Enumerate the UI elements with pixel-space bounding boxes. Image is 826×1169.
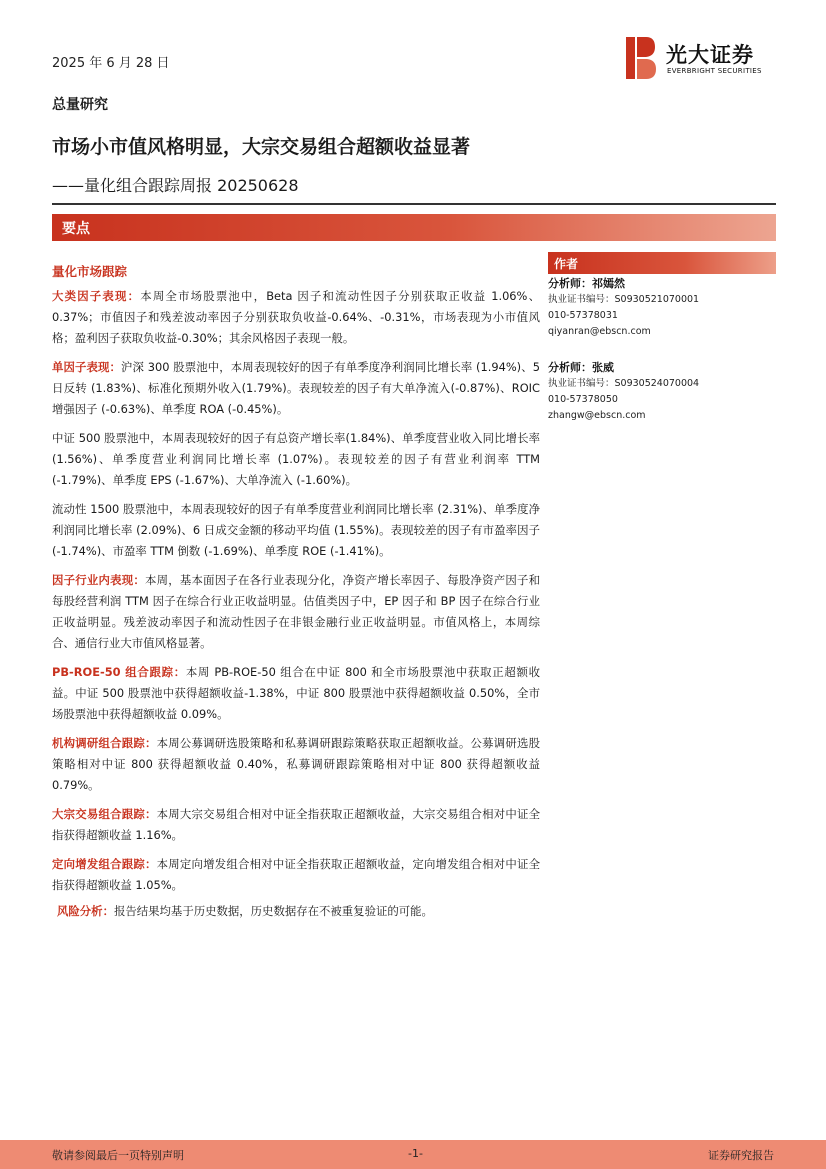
analyst-email: qiyanran@ebscn.com (548, 326, 651, 337)
paragraph-lead: 单因子表现： (52, 360, 122, 374)
paragraph-lead: PB-ROE-50 组合跟踪： (52, 665, 186, 679)
paragraph-text: 本周，基本面因子在各行业表现分化，净资产增长率因子、每股净资产因子和每股经营利润 TTM 因子在综合行业正收益明显。估值类因子中，EP 因子和 BP 因子在综合行业正收益明显。残差波动率因子和流动性因子在非银金融行业正收益明显。市值风格上，本周综合、通信行业大市值风格显著。 (52, 573, 540, 650)
analyst-phone: 010-57378031 (548, 310, 618, 321)
paragraph-liquidity1500 (52, 499, 540, 562)
page-subtitle: ——量化组合跟踪周报 20250628 (52, 176, 299, 195)
paragraph-lead: 大类因子表现： (52, 289, 141, 303)
paragraph-lead: 大宗交易组合跟踪： (52, 807, 157, 821)
paragraph-lead: 机构调研组合跟踪： (52, 736, 157, 750)
analyst-cert: 执业证书编号：S0930524070004 (548, 378, 700, 389)
paragraph-text: 本周定向增发组合相对中证全指获取正超额收益，定向增发组合相对中证全指获得超额收益 1.05%。 (52, 857, 540, 892)
paragraph-text: 中证 500 股票池中，本周表现较好的因子有总资产增长率(1.84%)、单季度营业收入同比增长率 (1.56%)、单季度营业利润同比增长率 (1.07%)。表现较差的因子有营业利润率 TTM (-1.79%)、单季度 EPS (-1.67%)、大单净流入 (-1.60%)。 (52, 431, 540, 487)
analyst-name: 分析师：祁嫣然 (548, 277, 625, 290)
paragraph-text: 本周大宗交易组合相对中证全指获取正超额收益，大宗交易组合相对中证全指获得超额收益 1.16%。 (52, 807, 540, 842)
paragraph-institution (52, 733, 540, 796)
footer-doc-type: 证券研究报告 (708, 1149, 774, 1162)
paragraph-csi500 (52, 428, 540, 491)
analyst-card (548, 360, 776, 424)
analyst-card (548, 276, 776, 340)
logo-mark-icon (626, 37, 656, 79)
paragraph-text: 沪深 300 股票池中，本周表现较好的因子有单季度净利润同比增长率 (1.94%)、5 日反转 (1.83%)、标准化预期外收入(1.79%)。表现较差的因子有大单净流入(-0.87%)、ROIC 增强因子 (-0.63%)、单季度 ROA (-0.45%)。 (52, 360, 540, 416)
header-divider (52, 203, 776, 205)
paragraph-text: 本周全市场股票池中，Beta 因子和流动性因子分别获取正收益 1.06%、0.37%；市值因子和残差波动率因子分别获取负收益-0.64%、-0.31%，市场表现为小市值风格；盈利因子获取负收益-0.30%；其余风格因子表现一般。 (52, 289, 540, 345)
report-category: 总量研究 (52, 97, 108, 113)
authors-banner (548, 252, 776, 274)
paragraph-private-placement (52, 854, 540, 896)
paragraph-factor-style (52, 286, 540, 349)
footer-disclaimer: 敬请参阅最后一页特别声明 (52, 1149, 184, 1162)
paragraph-text: 本周公募调研选股策略和私募调研跟踪策略获取正超额收益。公募调研选股策略相对中证 800 获得超额收益 0.40%，私募调研跟踪策略相对中证 800 获得超额收益 0.79%。 (52, 736, 540, 792)
summary-body (52, 286, 540, 904)
risk-text: 报告结果均基于历史数据，历史数据存在不被重复验证的可能。 (113, 904, 433, 918)
analyst-cert: 执业证书编号：S0930521070001 (548, 294, 700, 305)
paragraph-single-factor (52, 357, 540, 420)
analyst-name: 分析师：张威 (548, 361, 614, 374)
paragraph-lead: 因子行业内表现： (52, 573, 145, 587)
page-number: -1- (408, 1147, 423, 1160)
section-heading: 量化市场跟踪 (52, 264, 128, 279)
authors-label: 作者 (554, 257, 579, 271)
page-title: 市场小市值风格明显，大宗交易组合超额收益显著 (52, 136, 471, 158)
paragraph-text: 流动性 1500 股票池中，本周表现较好的因子有单季度营业利润同比增长率 (2.31%)、单季度净利润同比增长率 (2.09%)、6 日成交金额的移动平均值 (1.55%)。表现较差的因子有市盈率因子(-1.74%)、市盈率 TTM 倒数 (-1.69%)、单季度 ROE (-1.41%)。 (52, 502, 540, 558)
logo-name-en: EVERBRIGHT SECURITIES (667, 67, 762, 75)
keypoints-banner (52, 214, 776, 241)
risk-analysis (57, 902, 537, 920)
paragraph-industry (52, 570, 540, 654)
keypoints-label: 要点 (62, 221, 90, 237)
analyst-phone: 010-57378050 (548, 394, 618, 405)
logo-name-cn: 光大证券 (666, 43, 754, 67)
company-logo (626, 37, 776, 81)
analyst-email: zhangw@ebscn.com (548, 410, 646, 421)
paragraph-text: 本周 PB-ROE-50 组合在中证 800 和全市场股票池中获取正超额收益。中证 500 股票池中获得超额收益-1.38%，中证 800 股票池中获得超额收益 0.50%，全市场股票池中获得超额收益 0.09%。 (52, 665, 540, 721)
paragraph-lead: 定向增发组合跟踪： (52, 857, 157, 871)
paragraph-pbroe (52, 662, 540, 725)
paragraph-block-trade (52, 804, 540, 846)
risk-lead: 风险分析： (57, 904, 114, 918)
report-date: 2025 年 6 月 28 日 (52, 56, 170, 71)
page-footer (0, 1140, 826, 1169)
